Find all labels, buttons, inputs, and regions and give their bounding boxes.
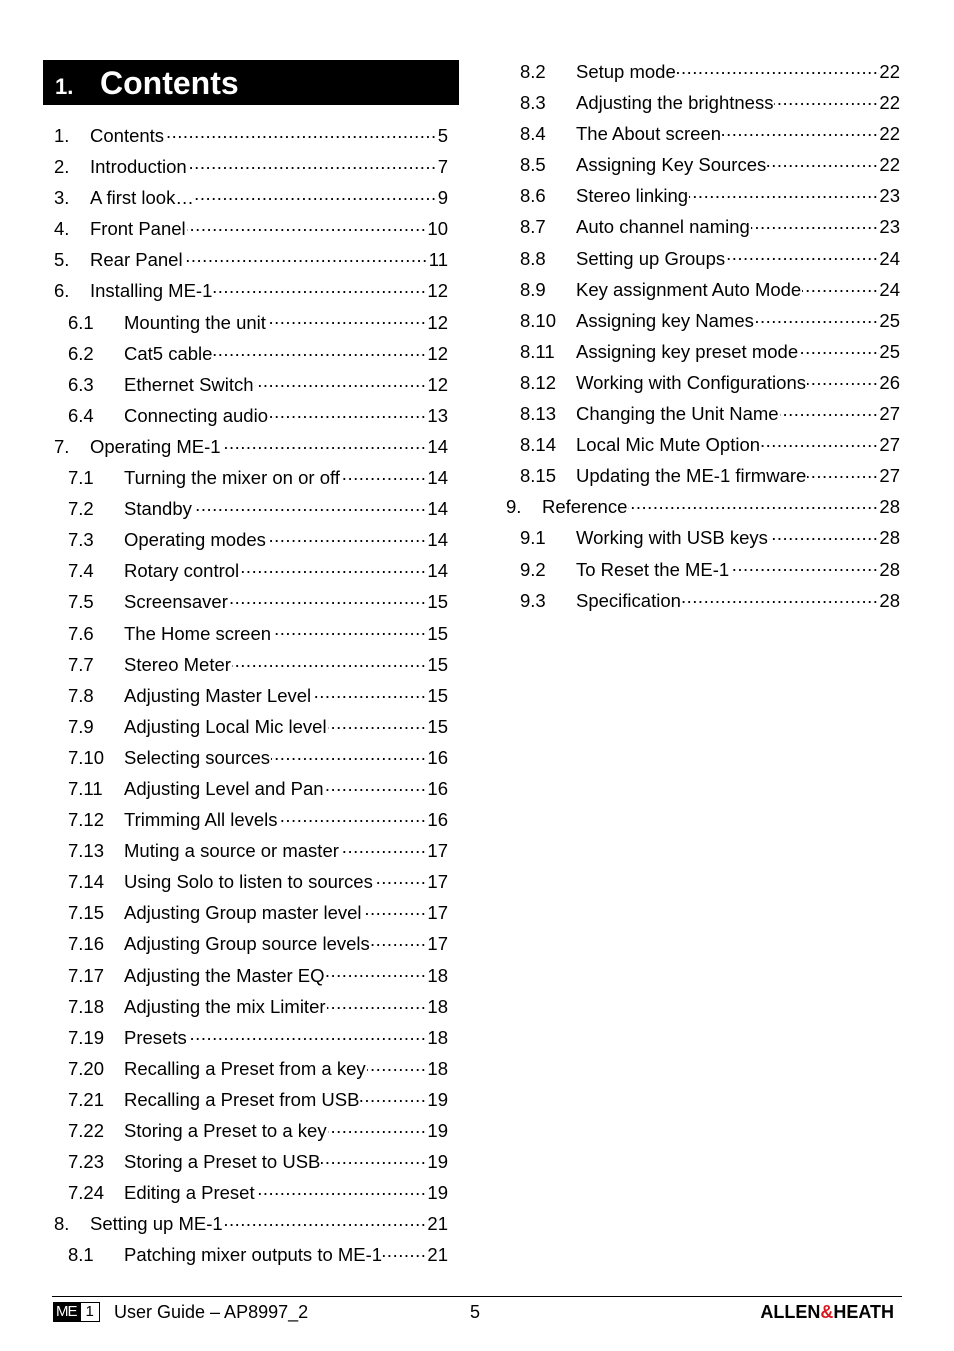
toc-entry[interactable]: [54, 991, 448, 1022]
toc-dot-leader: [195, 184, 437, 204]
toc-entry-number: 7.17: [68, 964, 105, 986]
toc-entry[interactable]: [506, 585, 900, 616]
toc-dot-leader: [802, 276, 878, 296]
toc-dot-leader: [780, 400, 879, 420]
toc-entry[interactable]: [506, 274, 900, 305]
toc-entry-number: 7.9: [68, 715, 94, 737]
toc-entry[interactable]: [506, 56, 900, 87]
toc-dot-leader: [269, 402, 426, 422]
toc-entry[interactable]: [506, 460, 900, 491]
toc-entry-number: 7.23: [68, 1151, 105, 1173]
toc-entry-page: 19: [427, 1182, 448, 1204]
toc-dot-leader: [769, 524, 879, 544]
toc-entry-page: 12: [427, 280, 448, 302]
toc-entry[interactable]: [54, 866, 448, 897]
toc-entry-number: 7.6: [68, 622, 94, 644]
toc-dot-leader: [341, 464, 426, 484]
toc-entry[interactable]: [54, 1115, 448, 1146]
toc-dot-leader: [722, 120, 878, 140]
toc-dot-leader: [751, 213, 879, 233]
toc-entry-title: Standby: [124, 498, 192, 520]
toc-entry-title: Adjusting the mix Limiter: [124, 995, 326, 1017]
toc-entry[interactable]: [54, 960, 448, 991]
toc-entry[interactable]: [54, 773, 448, 804]
toc-entry-number: 8.2: [520, 61, 546, 82]
toc-entry-title: Setup mode: [576, 61, 676, 82]
toc-dot-leader: [689, 182, 878, 202]
toc-entry-number: 8.4: [520, 123, 546, 145]
toc-entry-page: 18: [427, 1026, 448, 1048]
toc-dot-leader: [232, 651, 426, 671]
toc-entry[interactable]: [506, 118, 900, 149]
toc-entry-page: 15: [427, 622, 448, 644]
toc-entry[interactable]: [506, 398, 900, 429]
toc-entry-number: 8.10: [520, 309, 557, 331]
toc-entry-number: 7.18: [68, 995, 105, 1017]
toc-entry-title: Key assignment Auto Mode: [576, 278, 802, 300]
toc-dot-leader: [256, 1179, 427, 1199]
toc-entry-title: Presets: [124, 1026, 187, 1048]
toc-dot-leader: [761, 431, 878, 451]
toc-dot-leader: [240, 557, 426, 577]
toc-dot-leader: [271, 744, 426, 764]
toc-entry[interactable]: [54, 1022, 448, 1053]
toc-dot-leader: [325, 775, 427, 795]
toc-entry-title: Stereo Meter: [124, 653, 231, 675]
toc-dot-leader: [730, 556, 878, 576]
toc-entry-page: 13: [427, 404, 448, 426]
toc-entry-title: Setting up ME-1: [90, 1213, 223, 1235]
toc-entry-number: 8.15: [520, 465, 557, 487]
toc-dot-leader: [267, 309, 426, 329]
toc-entry-number: 9.3: [520, 589, 546, 611]
toc-entry-number: 7.12: [68, 809, 105, 831]
toc-entry[interactable]: [54, 1177, 448, 1208]
toc-dot-leader: [312, 682, 426, 702]
toc-dot-leader: [327, 993, 427, 1013]
toc-right-column: [506, 56, 900, 616]
toc-dot-leader: [383, 1241, 426, 1261]
toc-entry-number: 6.1: [68, 311, 94, 333]
toc-entry-number: 7.13: [68, 840, 105, 862]
toc-entry-page: 11: [428, 249, 448, 271]
toc-dot-leader: [193, 495, 427, 515]
toc-dot-leader: [726, 245, 878, 265]
toc-entry-number: 7.20: [68, 1057, 105, 1079]
toc-dot-leader: [328, 1117, 427, 1137]
toc-entry-title: Installing ME-1: [90, 280, 213, 302]
toc-entry[interactable]: [506, 180, 900, 211]
toc-entry-title: Operating ME-1: [90, 435, 221, 457]
toc-entry-number: 6.2: [68, 342, 94, 364]
toc-entry-number: 8.14: [520, 434, 557, 456]
toc-entry-number: 7.8: [68, 684, 94, 706]
toc-entry-page: 21: [427, 1213, 448, 1235]
toc-entry-number: 6.4: [68, 404, 94, 426]
toc-entry[interactable]: [506, 367, 900, 398]
toc-entry-title: Working with Configurations: [576, 371, 806, 393]
toc-entry[interactable]: [54, 1146, 448, 1177]
footer-guide-title: User Guide – AP8997_2: [114, 1302, 309, 1322]
toc-dot-leader: [799, 338, 878, 358]
toc-entry-title: Storing a Preset to USB: [124, 1151, 321, 1173]
toc-entry[interactable]: [54, 307, 448, 338]
toc-entry-title: A first look…: [90, 187, 194, 209]
toc-entry-number: 7.15: [68, 902, 105, 924]
toc-entry-title: Stereo linking: [576, 185, 689, 207]
toc-entry-page: 17: [427, 840, 448, 862]
toc-entry-title: Assigning key preset mode: [576, 340, 799, 362]
toc-entry-title: Updating the ME-1 firmware: [576, 465, 807, 487]
toc-entry-number: 7.24: [68, 1182, 105, 1204]
toc-dot-leader: [340, 837, 427, 857]
toc-entry-number: 8.3: [520, 92, 546, 114]
toc-dot-leader: [187, 215, 427, 235]
toc-entry-number: 7.19: [68, 1026, 105, 1048]
toc-entry[interactable]: [54, 462, 448, 493]
toc-dot-leader: [628, 493, 878, 513]
toc-entry-title: Reference: [542, 496, 628, 518]
toc-entry-number: 7.5: [68, 591, 94, 613]
toc-entry-page: 19: [427, 1151, 448, 1173]
toc-entry[interactable]: [54, 182, 448, 213]
toc-entry-title: Using Solo to listen to sources: [124, 871, 373, 893]
toc-dot-leader: [224, 1210, 427, 1230]
toc-entry-title: Adjusting Group master level: [124, 902, 362, 924]
toc-entry-title: Setting up Groups: [576, 247, 726, 269]
toc-dot-leader: [184, 246, 428, 266]
toc-dot-leader: [374, 868, 427, 888]
toc-dot-leader: [328, 713, 427, 733]
page-footer: [52, 1300, 902, 1326]
toc-dot-leader: [807, 369, 878, 389]
toc-entry-title: Cat5 cable: [124, 342, 213, 364]
toc-entry-number: 7.14: [68, 871, 105, 893]
toc-entry[interactable]: [54, 1208, 448, 1239]
toc-entry[interactable]: [54, 711, 448, 742]
toc-entry-number: 8.1: [68, 1244, 94, 1266]
toc-entry-page: 14: [427, 435, 448, 457]
toc-entry-page: 18: [427, 964, 448, 986]
toc-entry-page: 23: [879, 185, 900, 207]
toc-entry[interactable]: [54, 151, 448, 182]
toc-entry[interactable]: [54, 120, 448, 151]
toc-entry[interactable]: [54, 524, 448, 555]
toc-entry-title: Auto channel naming: [576, 216, 750, 238]
toc-entry-page: 15: [427, 715, 448, 737]
toc-entry[interactable]: [54, 1053, 448, 1084]
toc-entry-page: 10: [427, 218, 448, 240]
toc-entry-title: Mounting the unit: [124, 311, 266, 333]
toc-entry-page: 23: [879, 216, 900, 238]
toc-entry-title: Rear Panel: [90, 249, 183, 271]
toc-entry-title: Screensaver: [124, 591, 228, 613]
section-number: 1.: [55, 74, 74, 99]
toc-entry-page: 15: [427, 653, 448, 675]
toc-dot-leader: [229, 588, 427, 608]
toc-entry[interactable]: [54, 555, 448, 586]
logo-me-text: ME: [53, 1302, 80, 1322]
toc-entry-title: Trimming All levels: [124, 809, 278, 831]
toc-entry-page: 14: [427, 498, 448, 520]
toc-dot-leader: [682, 587, 879, 607]
toc-dot-leader: [213, 277, 426, 297]
toc-entry-number: 8.11: [520, 340, 555, 362]
toc-entry-page: 28: [879, 589, 900, 611]
page-title: Contents: [100, 65, 239, 101]
toc-entry-page: 22: [879, 123, 900, 145]
toc-entry-page: 15: [427, 684, 448, 706]
toc-entry-title: Assigning Key Sources: [576, 154, 767, 176]
toc-entry-title: Changing the Unit Name: [576, 403, 779, 425]
toc-entry-number: 7.7: [68, 653, 94, 675]
toc-entry-page: 22: [879, 92, 900, 114]
toc-entry-page: 19: [427, 1088, 448, 1110]
toc-entry-title: Turning the mixer on or off: [124, 467, 340, 489]
toc-entry-page: 16: [427, 746, 448, 768]
toc-entry-page: 22: [879, 61, 900, 82]
toc-entry-page: 5: [437, 125, 448, 146]
toc-entry-title: Recalling a Preset from a key: [124, 1057, 366, 1079]
toc-entry-page: 15: [427, 591, 448, 613]
toc-entry-title: The Home screen: [124, 622, 272, 644]
toc-entry-title: Muting a source or master: [124, 840, 339, 862]
toc-entry-page: 9: [437, 187, 448, 209]
toc-entry-page: 25: [879, 309, 900, 331]
toc-entry-number: 9.: [506, 496, 522, 518]
toc-entry-number: 7.2: [68, 498, 94, 520]
toc-entry[interactable]: [54, 742, 448, 773]
toc-entry-page: 17: [427, 933, 448, 955]
toc-entry-page: 24: [879, 278, 900, 300]
toc-entry-number: 7.21: [68, 1088, 105, 1110]
toc-dot-leader: [279, 806, 427, 826]
toc-entry[interactable]: [506, 429, 900, 460]
toc-dot-leader: [767, 151, 878, 171]
toc-entry-number: 7.4: [68, 560, 94, 582]
logo-one-text: 1: [80, 1302, 100, 1322]
toc-entry-title: Selecting sources: [124, 746, 271, 768]
footer-divider: [52, 1296, 902, 1297]
toc-entry-title: Adjusting the brightness: [576, 92, 774, 114]
toc-entry[interactable]: [506, 149, 900, 180]
toc-entry-number: 9.2: [520, 558, 546, 580]
toc-entry-number: 5.: [54, 249, 70, 271]
toc-entry-number: 7.: [54, 435, 70, 457]
toc-entry-page: 24: [879, 247, 900, 269]
toc-entry[interactable]: [506, 522, 900, 553]
toc-entry-title: Contents: [90, 125, 165, 146]
toc-entry[interactable]: [506, 336, 900, 367]
toc-entry-page: 26: [879, 371, 900, 393]
toc-entry-number: 8.5: [520, 154, 546, 176]
toc-entry-number: 8.7: [520, 216, 546, 238]
toc-entry-number: 6.: [54, 280, 70, 302]
toc-dot-leader: [272, 620, 426, 640]
toc-entry[interactable]: [506, 87, 900, 118]
toc-entry-number: 7.22: [68, 1120, 105, 1141]
toc-entry-title: Storing a Preset to a key: [124, 1120, 327, 1141]
toc-dot-leader: [326, 962, 427, 982]
toc-entry-page: 17: [427, 871, 448, 893]
toc-entry[interactable]: [54, 680, 448, 711]
toc-entry-title: Front Panel: [90, 218, 186, 240]
toc-left-column: [54, 120, 448, 1270]
toc-entry[interactable]: [54, 1084, 448, 1115]
toc-entry-title: Adjusting Level and Pan: [124, 777, 324, 799]
toc-dot-leader: [363, 899, 427, 919]
toc-entry-page: 28: [879, 527, 900, 549]
toc-entry-page: 12: [427, 342, 448, 364]
toc-dot-leader: [371, 930, 427, 950]
toc-entry-page: 17: [427, 902, 448, 924]
toc-entry[interactable]: [54, 649, 448, 680]
toc-entry-page: 14: [427, 560, 448, 582]
section-heading: [43, 60, 459, 105]
toc-dot-leader: [213, 340, 426, 360]
toc-entry-title: Connecting audio: [124, 404, 268, 426]
toc-entry-number: 8.12: [520, 371, 557, 393]
toc-entry-page: 16: [427, 777, 448, 799]
toc-dot-leader: [222, 433, 427, 453]
toc-entry-title: Patching mixer outputs to ME-1: [124, 1244, 383, 1266]
toc-dot-leader: [367, 1055, 427, 1075]
toc-entry[interactable]: [54, 213, 448, 244]
toc-entry-number: 7.10: [68, 746, 105, 768]
toc-dot-leader: [755, 307, 879, 327]
toc-entry-number: 7.16: [68, 933, 105, 955]
toc-dot-leader: [807, 462, 878, 482]
toc-entry-number: 7.11: [68, 777, 103, 799]
toc-entry-page: 12: [427, 311, 448, 333]
toc-entry-page: 19: [427, 1120, 448, 1141]
toc-entry-number: 8.8: [520, 247, 546, 269]
toc-entry-title: Adjusting Group source levels: [124, 933, 370, 955]
toc-entry-page: 25: [879, 340, 900, 362]
toc-entry-title: The About screen: [576, 123, 722, 145]
toc-entry-title: Assigning key Names: [576, 309, 754, 331]
toc-entry-number: 8.: [54, 1213, 70, 1235]
toc-entry[interactable]: [54, 275, 448, 306]
toc-entry-page: 14: [427, 467, 448, 489]
toc-entry-title: Adjusting the Master EQ: [124, 964, 325, 986]
toc-entry-number: 8.9: [520, 278, 546, 300]
toc-entry[interactable]: [54, 244, 448, 275]
toc-entry-number: 7.3: [68, 529, 94, 551]
toc-entry-title: Working with USB keys: [576, 527, 768, 549]
toc-entry[interactable]: [54, 369, 448, 400]
brand-logo: [760, 1300, 894, 1324]
toc-entry-number: 8.6: [520, 185, 546, 207]
toc-entry-title: Operating modes: [124, 529, 266, 551]
toc-entry-number: 3.: [54, 187, 70, 209]
toc-entry-number: 4.: [54, 218, 70, 240]
toc-entry-page: 21: [427, 1244, 448, 1266]
toc-entry-page: 7: [437, 156, 448, 178]
toc-entry-page: 27: [879, 465, 900, 487]
toc-entry[interactable]: [506, 554, 900, 585]
toc-entry-title: To Reset the ME-1: [576, 558, 730, 580]
toc-entry[interactable]: [54, 897, 448, 928]
toc-dot-leader: [255, 371, 427, 391]
toc-entry-title: Rotary control: [124, 560, 240, 582]
toc-dot-leader: [165, 122, 437, 142]
toc-entry[interactable]: [54, 804, 448, 835]
toc-entry-page: 22: [879, 154, 900, 176]
toc-entry[interactable]: [54, 835, 448, 866]
toc-entry-page: 12: [427, 373, 448, 395]
toc-entry[interactable]: [506, 243, 900, 274]
toc-entry[interactable]: [54, 928, 448, 959]
toc-dot-leader: [188, 1024, 427, 1044]
toc-entry[interactable]: [506, 491, 900, 522]
toc-entry-page: 27: [879, 403, 900, 425]
toc-entry[interactable]: [54, 493, 448, 524]
toc-entry[interactable]: [54, 618, 448, 649]
toc-dot-leader: [677, 58, 879, 78]
toc-entry-number: 1.: [54, 125, 70, 146]
toc-dot-leader: [774, 89, 878, 109]
toc-entry[interactable]: [506, 211, 900, 242]
toc-entry-page: 27: [879, 434, 900, 456]
footer-page-number: 5: [470, 1302, 481, 1322]
toc-entry-page: 18: [427, 995, 448, 1017]
toc-entry-number: 9.1: [520, 527, 546, 549]
toc-entry[interactable]: [54, 338, 448, 369]
toc-entry-title: Introduction: [90, 156, 187, 178]
toc-entry-number: 8.13: [520, 403, 557, 425]
toc-entry[interactable]: [506, 305, 900, 336]
toc-dot-leader: [360, 1086, 426, 1106]
toc-entry-page: 28: [879, 496, 900, 518]
toc-entry-number: 6.3: [68, 373, 94, 395]
toc-entry-page: 16: [427, 809, 448, 831]
toc-entry-number: 2.: [54, 156, 70, 178]
me1-logo: [53, 1302, 100, 1322]
toc-dot-leader: [321, 1148, 426, 1168]
toc-entry-title: Adjusting Master Level: [124, 684, 312, 706]
toc-entry[interactable]: [54, 586, 448, 617]
toc-entry-page: 14: [427, 529, 448, 551]
toc-entry-title: Local Mic Mute Option: [576, 434, 761, 456]
toc-entry-title: Recalling a Preset from USB: [124, 1088, 360, 1110]
toc-entry-title: Ethernet Switch: [124, 373, 254, 395]
toc-entry-page: 28: [879, 558, 900, 580]
brand-ampersand: &: [820, 1302, 834, 1322]
toc-entry-title: Specification: [576, 589, 681, 611]
toc-entry[interactable]: [54, 1239, 448, 1270]
toc-entry-title: Adjusting Local Mic level: [124, 715, 327, 737]
toc-dot-leader: [267, 526, 427, 546]
brand-part2: HEATH: [833, 1302, 894, 1322]
toc-entry-title: Editing a Preset: [124, 1182, 255, 1204]
brand-part1: ALLEN: [760, 1302, 821, 1322]
toc-entry[interactable]: [54, 400, 448, 431]
toc-entry[interactable]: [54, 431, 448, 462]
toc-entry-number: 7.1: [68, 467, 94, 489]
toc-entry-page: 18: [427, 1057, 448, 1079]
toc-dot-leader: [188, 153, 437, 173]
